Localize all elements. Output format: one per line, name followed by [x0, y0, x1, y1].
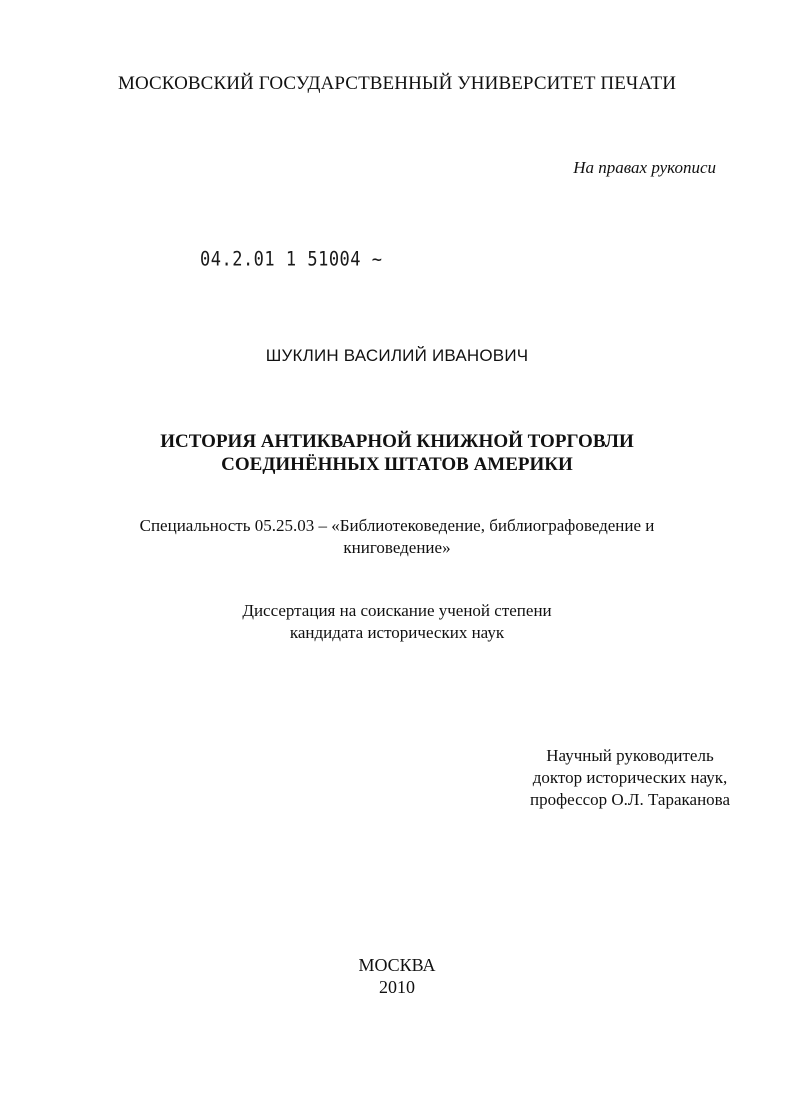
specialty-line: Специальность 05.25.03 – «Библиотековедение, библиографоведение и: [139, 516, 655, 535]
place-and-year: [0, 954, 794, 998]
specialty-line: книговедение»: [343, 538, 451, 557]
degree-line: кандидата исторических наук: [289, 623, 505, 642]
title-line: ИСТОРИЯ АНТИКВАРНОЙ КНИЖНОЙ ТОРГОВЛИ: [160, 431, 634, 452]
degree-statement: [0, 600, 794, 644]
university-name: МОСКОВСКИЙ ГОСУДАРСТВЕННЫЙ УНИВЕРСИТЕТ ПЕЧАТИ: [117, 73, 677, 94]
registration-stamp-number: 04.2.01 1 51004 ~: [200, 248, 383, 271]
author-name: ШУКЛИН ВАСИЛИЙ ИВАНОВИЧ: [265, 346, 529, 365]
degree-line: Диссертация на соискание ученой степени: [242, 601, 552, 620]
year: 2010: [379, 977, 415, 997]
supervisor-line: профессор О.Л. Тараканова: [529, 790, 731, 809]
city: МОСКВА: [358, 955, 436, 975]
supervisor-block: [500, 745, 760, 811]
title-line: СОЕДИНЁННЫХ ШТАТОВ АМЕРИКИ: [221, 454, 573, 475]
manuscript-rights-note: На правах рукописи: [573, 158, 716, 177]
specialty: [0, 515, 794, 559]
supervisor-line: Научный руководитель: [546, 746, 714, 765]
dissertation-title: [0, 430, 794, 476]
supervisor-line: доктор исторических наук,: [532, 768, 728, 787]
